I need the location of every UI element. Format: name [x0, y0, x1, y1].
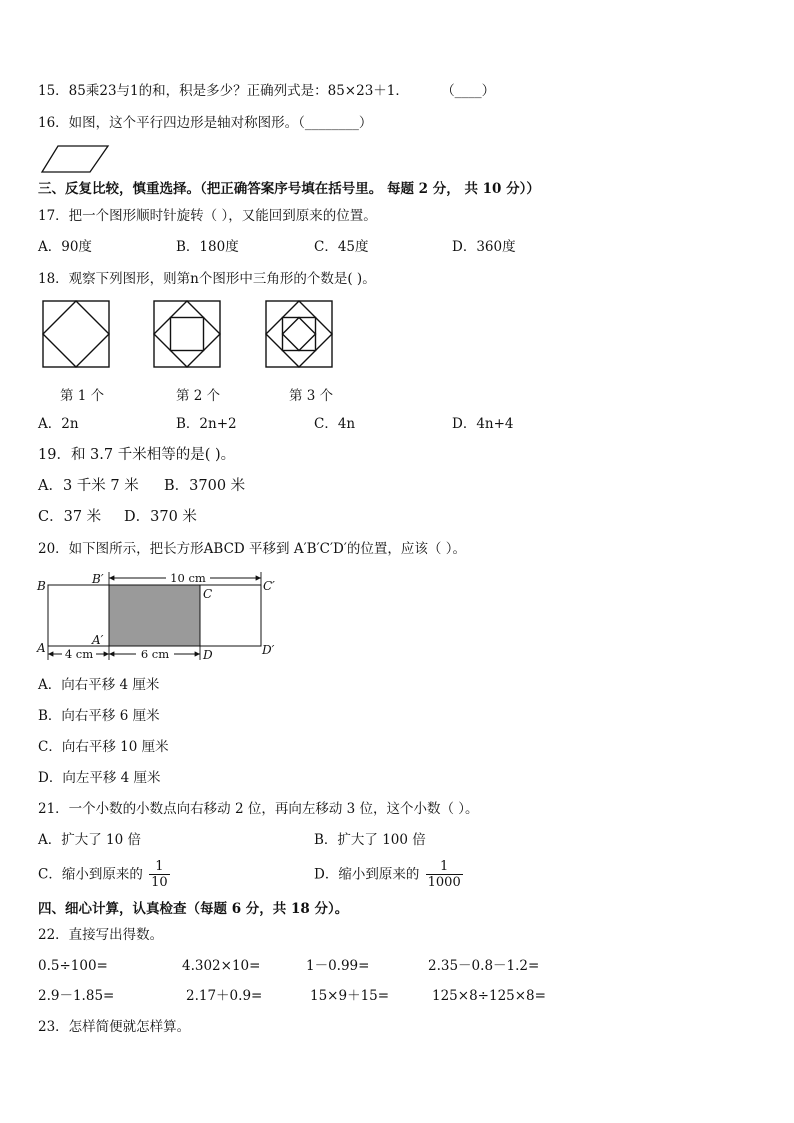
pattern-figure-1	[42, 300, 112, 370]
calc-item: 2.17＋0.9=	[186, 988, 263, 1004]
calc-item: 125×8÷125×8=	[432, 988, 546, 1004]
q21-option-a[interactable]: A．扩大了 10 倍	[38, 832, 142, 848]
calc-item: 2.9－1.85=	[38, 988, 115, 1004]
question-20-text: 20．如下图所示，把长方形ABCD 平移到 A′B′C′D′的位置，应该（ ）。	[38, 541, 466, 557]
question-22-text: 22．直接写出得数。	[38, 927, 164, 943]
pattern-figure-2	[153, 300, 223, 370]
q18-option-b[interactable]: B．2n+2	[176, 416, 237, 432]
calc-item: 15×9＋15=	[310, 988, 390, 1004]
question-15	[38, 82, 495, 100]
q19-option-d[interactable]: D．370 米	[124, 509, 197, 525]
q21-option-d-fraction	[426, 859, 463, 890]
q19-option-c[interactable]: C．37 米	[38, 509, 102, 525]
translation-diagram	[34, 568, 284, 664]
dim-left: 4 cm	[64, 647, 94, 661]
q18-option-a[interactable]: A．2n	[38, 416, 79, 432]
label-c-prime: C′	[263, 579, 275, 593]
label-b: B	[37, 579, 46, 593]
label-b-prime: B′	[92, 572, 104, 586]
q20-option-c[interactable]: C．向右平移 10 厘米	[38, 739, 169, 755]
question-18-text: 18．观察下列图形，则第n个图形中三角形的个数是( )。	[38, 271, 376, 287]
calc-item: 4.302×10=	[182, 958, 261, 974]
q21-option-c-fraction	[149, 859, 170, 890]
figure-1-caption: 第 1 个	[60, 388, 105, 404]
q21-option-c-label: C．缩小到原来的	[38, 866, 143, 883]
q21-option-d-label: D．缩小到原来的	[314, 866, 420, 883]
q17-option-b[interactable]: B．180度	[176, 239, 239, 255]
dim-top: 10 cm	[170, 571, 206, 585]
question-15-blank: （____）	[441, 83, 496, 99]
question-21-text: 21．一个小数的小数点向右移动 2 位，再向左移动 3 位，这个小数（ ）。	[38, 801, 479, 817]
q19-option-b[interactable]: B．3700 米	[164, 478, 246, 494]
figure-3-caption: 第 3 个	[289, 388, 334, 404]
q20-option-a[interactable]: A．向右平移 4 厘米	[38, 677, 160, 693]
parallelogram-figure	[40, 144, 112, 174]
calc-item: 0.5÷100=	[38, 958, 108, 974]
q21-option-c[interactable]	[38, 859, 170, 890]
dim-bottom: 6 cm	[140, 647, 170, 661]
question-15-text: 15．85乘23与1的和，积是多少？正确列式是：85×23＋1．	[38, 83, 409, 99]
figure-2-caption: 第 2 个	[176, 388, 221, 404]
label-d: D	[203, 648, 213, 662]
section-3-title: 三、反复比较，慎重选择。（把正确答案序号填在括号里。 每题 2 分， 共 10 分））	[38, 181, 540, 197]
q20-option-b[interactable]: B．向右平移 6 厘米	[38, 708, 160, 724]
question-17-text: 17．把一个图形顺时针旋转（ ），又能回到原来的位置。	[38, 208, 377, 224]
q19-option-a[interactable]: A．3 千米 7 米	[38, 478, 139, 494]
question-16-text: 16．如图，这个平行四边形是轴对称图形。（________）	[38, 115, 373, 131]
label-a-prime: A′	[92, 633, 104, 647]
q20-option-d[interactable]: D．向左平移 4 厘米	[38, 770, 161, 786]
q18-option-d[interactable]: D．4n+4	[452, 416, 514, 432]
section-4-title: 四、细心计算，认真检查（每题 6 分，共 18 分）。	[38, 901, 349, 917]
calc-item: 1－0.99=	[306, 958, 370, 974]
calc-item: 2.35－0.8－1.2=	[428, 958, 540, 974]
label-c: C	[203, 587, 213, 601]
q17-option-a[interactable]: A．90度	[38, 239, 92, 255]
question-23-text: 23．怎样简便就怎样算。	[38, 1019, 191, 1035]
q17-option-c[interactable]: C．45度	[314, 239, 369, 255]
q18-option-c[interactable]: C．4n	[314, 416, 356, 432]
fraction-denominator: 10	[151, 875, 168, 890]
question-19-text: 19．和 3.7 千米相等的是( )。	[38, 447, 236, 463]
q21-option-d[interactable]	[314, 859, 463, 890]
q17-option-d[interactable]: D．360度	[452, 239, 516, 255]
fraction-numerator: 1	[426, 859, 463, 875]
fraction-denominator: 1000	[427, 875, 461, 890]
label-d-prime: D′	[262, 643, 275, 657]
fraction-numerator: 1	[149, 859, 170, 875]
q21-option-b[interactable]: B．扩大了 100 倍	[314, 832, 426, 848]
pattern-figure-3	[265, 300, 335, 370]
label-a: A	[37, 641, 46, 655]
